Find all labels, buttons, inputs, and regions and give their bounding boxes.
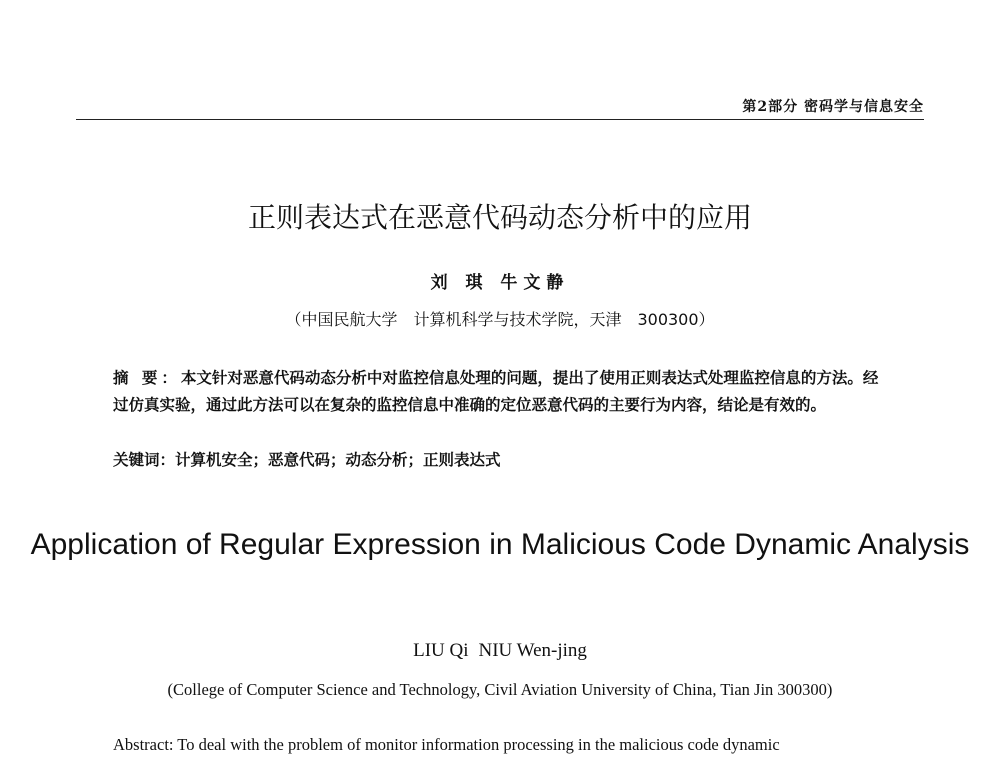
chinese-abstract [113,364,893,418]
english-title: Application of Regular Expression in Malicious Code Dynamic Analysis [30,528,970,561]
keywords-label: 关键词： [113,450,176,469]
keywords-text: 计算机安全；恶意代码；动态分析；正则表达式 [175,450,501,469]
abstract-text: 本文针对恶意代码动态分析中对监控信息处理的问题，提出了使用正则表达式处理监控信息的方法。经过仿真实验，通过此方法可以在复杂的监控信息中准确的定位恶意代码的主要行为内容，结论是有效的。 [113,368,879,414]
chinese-affiliation: （中国民航大学 计算机科学与技术学院，天津 300300） [285,310,715,329]
chinese-title: 正则表达式在恶意代码动态分析中的应用 [247,201,752,234]
abstract-label: 摘 要： [113,368,181,387]
author-1: LIU Qi [413,640,469,661]
english-affiliation: (College of Computer Science and Technology, Civil Aviation University of China, Tian Jin 300300) [167,680,833,699]
section-title: 第2部分 密码学与信息安全 [742,99,924,115]
author-2: NIU Wen-jing [478,640,587,661]
english-abstract: Abstract: To deal with the problem of monitor information processing in the malicious code dynamic [113,735,780,754]
chinese-authors: 刘 琪 牛文静 [430,273,570,293]
english-authors [0,640,1000,662]
chinese-keywords [113,448,893,470]
header-divider [76,119,924,120]
